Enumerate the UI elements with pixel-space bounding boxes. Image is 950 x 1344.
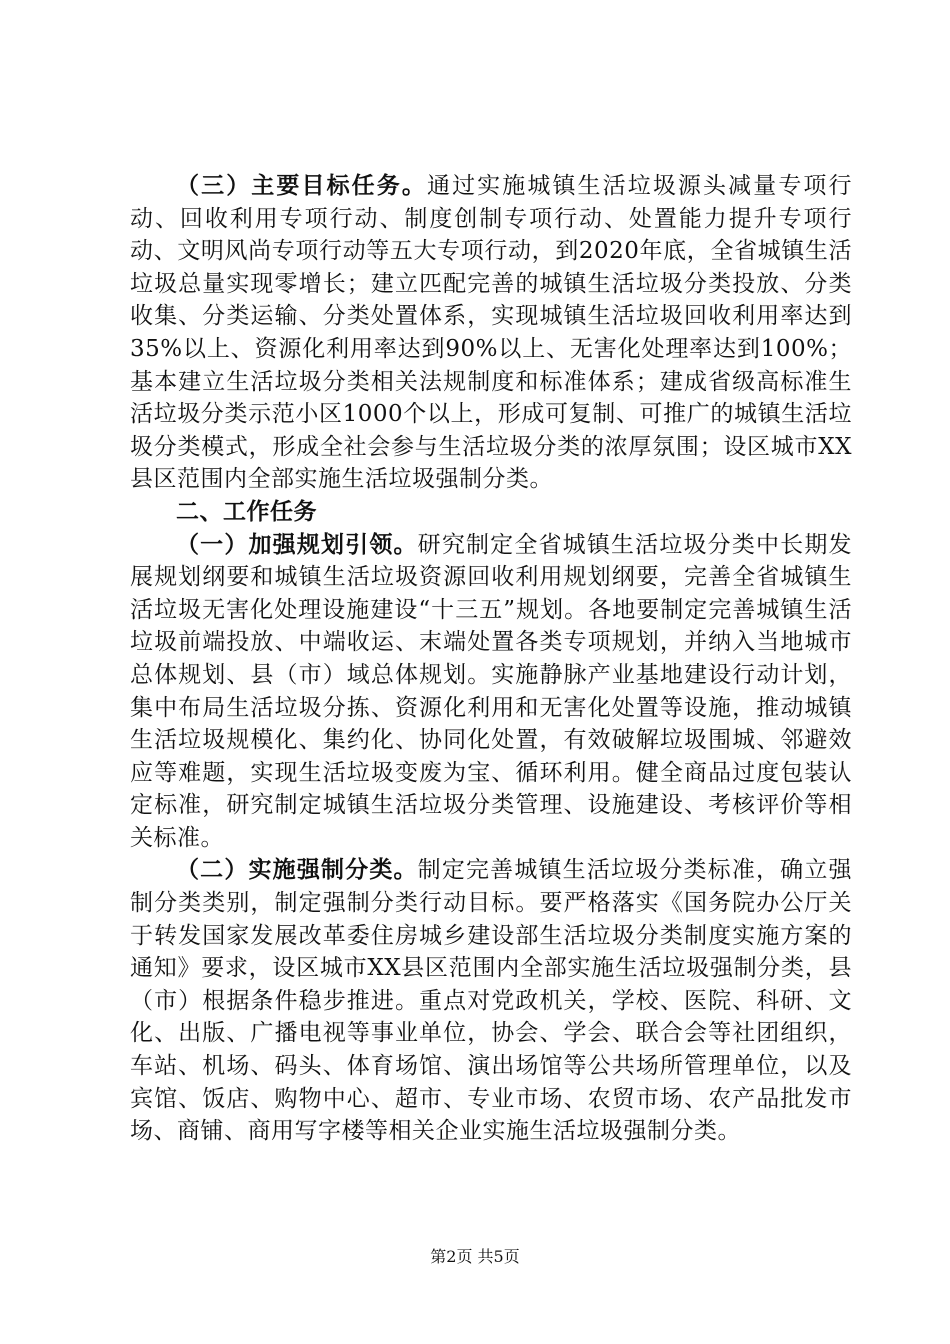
paragraph-lead: （二）实施强制分类。 (176, 857, 418, 884)
paragraph-lead: （三）主要目标任务。 (176, 173, 427, 199)
paragraph-lead: （一）加强规划引领。 (176, 531, 418, 558)
paragraph-planning (130, 529, 852, 855)
paragraph-mandatory-sorting (130, 854, 852, 1147)
section-heading: 二、工作任务 (176, 498, 317, 525)
paragraph-text: 制定完善城镇生活垃圾分类标准，确立强制分类类别，制定强制分类行动目标。要严格落实《国务院办公厅关于转发国家发展改革委住房城乡建设部生活垃圾分类制度实施方案的通知》要求，设区城市XX县区范围内全部实施生活垃圾强制分类，县（市）根据条件稳步推进。重点对党政机关，学校、医院、科研、文化、出版、广播电视等事业单位，协会、学会、联合会等社团组织，车站、机场、码头、体育场馆、演出场馆等公共场所管理单位，以及宾馆、饭店、购物中心、超市、专业市场、农贸市场、农产品批发市场、商铺、商用写字楼等相关企业实施生活垃圾强制分类。 (130, 857, 853, 1145)
paragraph-text: 通过实施城镇生活垃圾源头减量专项行动、回收利用专项行动、制度创制专项行动、处置能力提升专项行动、文明风尚专项行动等五大专项行动，到2020年底，全省城镇生活垃圾总量实现零增长；建立匹配完善的城镇生活垃圾分类投放、分类收集、分类运输、分类处置体系，实现城镇生活垃圾回收利用率达到35%以上、资源化利用率达到90%以上、无害化处理率达到100%；基本建立生活垃圾分类相关法规制度和标准体系；建成省级高标准生活垃圾分类示范小区1000个以上，形成可复制、可推广的城镇生活垃圾分类模式，形成全社会参与生活垃圾分类的浓厚氛围；设区城市XX县区范围内全部实施生活垃圾强制分类。 (130, 173, 853, 493)
paragraph-text: 研究制定全省城镇生活垃圾分类中长期发展规划纲要和城镇生活垃圾资源回收利用规划纲要，完善全省城镇生活垃圾无害化处理设施建设“十三五”规划。各地要制定完善城镇生活垃圾前端投放、中端收运、末端处置各类专项规划，并纳入当地城市总体规划、县（市）域总体规划。实施静脉产业基地建设行动计划，集中布局生活垃圾分拣、资源化利用和无害化处置等设施，推动城镇生活垃圾规模化、集约化、协同化处置，有效破解垃圾围城、邻避效应等难题，实现生活垃圾变废为宝、循环利用。健全商品过度包装认定标准，研究制定城镇生活垃圾分类管理、设施建设、考核评价等相关标准。 (130, 531, 853, 851)
page-number-footer: 第2页 共5页 (430, 1247, 520, 1266)
paragraph-main-targets (130, 170, 852, 496)
document-body (130, 170, 852, 1148)
